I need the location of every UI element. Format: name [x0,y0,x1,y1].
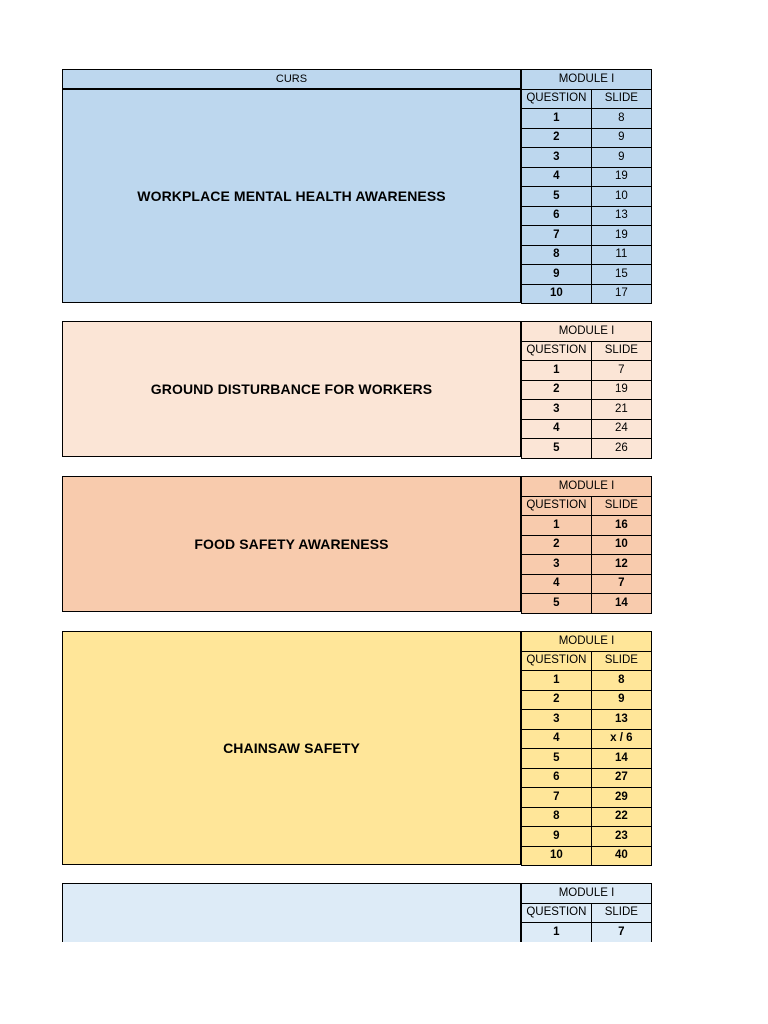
table-row [522,187,652,207]
table-row [522,167,652,187]
table-row [522,749,652,769]
question-number: 2 [522,128,592,148]
slide-number: 22 [591,807,651,827]
question-number: 1 [522,671,592,691]
question-number: 3 [522,400,592,420]
slide-number: 7 [591,923,651,943]
table-body [522,322,652,459]
module-header-row [522,70,652,90]
question-number: 4 [522,574,592,594]
table-row [522,516,652,536]
course-block-untitled [62,883,652,942]
question-number: 3 [522,710,592,730]
table-row [522,439,652,459]
question-column-header: QUESTION [522,341,592,361]
column-header-row [522,903,652,923]
table-row [522,768,652,788]
table-row [522,671,652,691]
question-number: 6 [522,768,592,788]
question-number: 5 [522,187,592,207]
table-body [522,70,652,304]
slide-number: 14 [591,749,651,769]
module-header-row [522,884,652,904]
question-number: 1 [522,361,592,381]
question-number: 3 [522,555,592,575]
question-number: 8 [522,807,592,827]
column-header-row [522,496,652,516]
course-title: GROUND DISTURBANCE FOR WORKERS [62,321,521,457]
table-row [522,846,652,866]
table-row [522,574,652,594]
question-number: 10 [522,284,592,304]
question-column-header: QUESTION [522,89,592,109]
question-column-header: QUESTION [522,651,592,671]
table-body [522,477,652,614]
module-label: MODULE I [522,884,652,904]
question-number: 8 [522,245,592,265]
slide-number: 24 [591,419,651,439]
question-number: 5 [522,749,592,769]
slide-number: 12 [591,555,651,575]
slide-number: 15 [591,265,651,285]
slide-number: 17 [591,284,651,304]
slide-number: 26 [591,439,651,459]
question-number: 3 [522,148,592,168]
table-row [522,148,652,168]
table-row [522,380,652,400]
question-number: 5 [522,439,592,459]
table-body [522,632,652,866]
question-number: 4 [522,729,592,749]
slide-number: 10 [591,187,651,207]
course-title [62,883,521,942]
course-block-ground-disturbance [62,321,652,457]
slide-number: 9 [591,690,651,710]
question-number: 9 [522,265,592,285]
slide-number: 10 [591,535,651,555]
module-label: MODULE I [522,477,652,497]
course-title: FOOD SAFETY AWARENESS [62,476,521,612]
question-slide-table [521,69,652,304]
table-row [522,128,652,148]
slide-number: 19 [591,380,651,400]
course-block-chainsaw-safety [62,631,652,865]
question-number: 2 [522,535,592,555]
question-slide-table [521,631,652,866]
module-header-row [522,632,652,652]
slide-column-header: SLIDE [591,903,651,923]
table-row [522,361,652,381]
slide-number: 13 [591,206,651,226]
slide-number: 9 [591,148,651,168]
column-header-row [522,341,652,361]
question-slide-table [521,883,652,942]
slide-number: 11 [591,245,651,265]
table-row [522,807,652,827]
slide-number: 40 [591,846,651,866]
module-label: MODULE I [522,70,652,90]
question-column-header: QUESTION [522,496,592,516]
question-number: 1 [522,109,592,129]
question-number: 10 [522,846,592,866]
question-column-header: QUESTION [522,903,592,923]
course-block-food-safety [62,476,652,612]
question-number: 7 [522,226,592,246]
table-row [522,284,652,304]
question-number: 5 [522,594,592,614]
table-row [522,923,652,943]
module-header-row [522,322,652,342]
course-title: CHAINSAW SAFETY [62,631,521,865]
slide-column-header: SLIDE [591,496,651,516]
slide-number: 9 [591,128,651,148]
table-row [522,226,652,246]
module-label: MODULE I [522,322,652,342]
table-row [522,690,652,710]
column-header-row [522,651,652,671]
slide-number: 27 [591,768,651,788]
table-row [522,788,652,808]
table-row [522,400,652,420]
table-row [522,245,652,265]
slide-number: 19 [591,226,651,246]
slide-column-header: SLIDE [591,651,651,671]
curs-header: CURS [62,69,521,89]
slide-number: 7 [591,361,651,381]
question-slide-table [521,476,652,614]
question-number: 2 [522,690,592,710]
slide-number: 13 [591,710,651,730]
slide-number: 21 [591,400,651,420]
table-row [522,555,652,575]
slide-number: 23 [591,827,651,847]
course-title: WORKPLACE MENTAL HEALTH AWARENESS [62,89,521,303]
slide-column-header: SLIDE [591,89,651,109]
question-number: 1 [522,923,592,943]
table-row [522,729,652,749]
slide-number: 19 [591,167,651,187]
slide-number: 29 [591,788,651,808]
table-row [522,109,652,129]
question-number: 7 [522,788,592,808]
table-row [522,265,652,285]
module-header-row [522,477,652,497]
table-row [522,827,652,847]
table-row [522,535,652,555]
question-slide-table [521,321,652,459]
slide-number: 14 [591,594,651,614]
slide-number: x / 6 [591,729,651,749]
slide-number: 7 [591,574,651,594]
slide-number: 8 [591,109,651,129]
table-row [522,206,652,226]
table-row [522,419,652,439]
module-label: MODULE I [522,632,652,652]
question-number: 1 [522,516,592,536]
table-body [522,884,652,943]
slide-number: 8 [591,671,651,691]
slide-number: 16 [591,516,651,536]
course-block-workplace-mental-health [62,69,652,303]
question-number: 9 [522,827,592,847]
column-header-row [522,89,652,109]
slide-column-header: SLIDE [591,341,651,361]
question-number: 6 [522,206,592,226]
question-number: 4 [522,419,592,439]
table-row [522,710,652,730]
question-number: 4 [522,167,592,187]
question-number: 2 [522,380,592,400]
table-row [522,594,652,614]
